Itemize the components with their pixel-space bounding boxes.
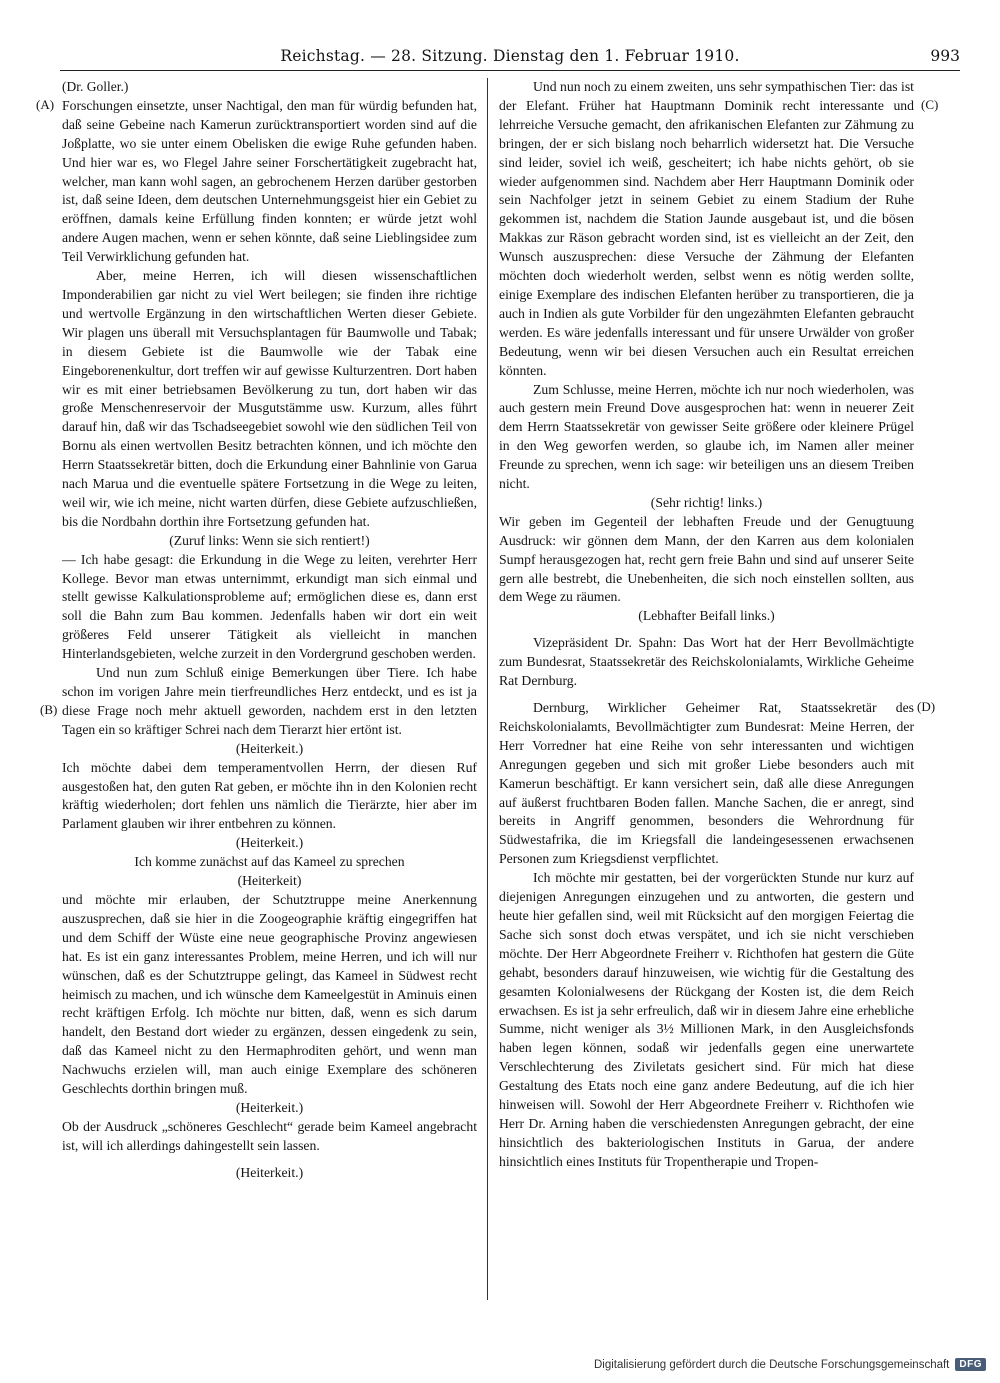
interjection: (Heiterkeit.) — [235, 1164, 304, 1180]
margin-letter-c: (C) — [921, 97, 939, 112]
right-column — [499, 78, 914, 1172]
margin-letter-a: (A) — [36, 97, 55, 112]
page-header — [60, 44, 960, 71]
paragraph: Dernburg, Wirklicher Geheimer Rat, Staatssekretär des Reichskolonialamts, Bevollmächtigter zum Bundesrat: Meine Herren, der Herr Vorredner hat eine Reihe von sehr interessanten und wichtigen Anregungen gegeben und sich mit großer Liebe besonders auch mit Kamerun beschäftigt. Er kann versichert sein, daß alle diese Anregungen auf äußerst fruchtbaren Boden fallen. Manche Sachen, die er anregt, sind bereits in Angriff genommen, besonders die Wehrordnung für Südwestafrika, die im Kriegsfall die landeingesessenen erwachsenen Personen zum Kriegsdienst verpflichtet. — [499, 700, 914, 867]
interjection: (Heiterkeit.) — [235, 835, 304, 851]
running-title: Reichstag. — 28. Sitzung. Dienstag den 1. Februar 1910. — [280, 47, 740, 65]
dfg-logo: DFG — [955, 1358, 986, 1371]
interjection: (Sehr richtig! links.) — [650, 494, 763, 510]
page-number: 993 — [930, 47, 960, 65]
paragraph: Aber, meine Herren, ich will diesen wissenschaftlichen Imponderabilien gar nicht zu viel Wert beilegen; sie finden ihre richtige und wertvolle Ergänzung in den wirtschaftlichen Werten dieser Gebiete. Wir plagen uns überall mit Versuchsplantagen für Baumwolle und Tabak; in diesem Gebiete ist die Baumwolle wie der Tabak eine Eingeborenenkultur, dort treffen wir auf gewisse Kulturzentren. Dort haben wir es mit einer betriebsamen Bevölkerung zu tun, dort haben wir das große Menschenreservoir der Musgutstämme usw. Kurzum, alles führt darauf hin, daß wir das Tschadseegebiet sowohl wie den südlichen Teil von Bornu als einen wertvollen Besitz betrachten können, und ich möchte den Herrn Staatssekretär bitten, doch die Erkundung einer Bahnlinie von Garua nach Marua und die eventuelle spätere Fortsetzung in die Wege zu leiten, weil wir, wie ich meine, nicht warten dürfen, diese Gebiete aufzuschließen, bis die Nordbahn dorthin ihre Fortsetzung gefunden hat. — [62, 268, 477, 529]
paragraph: Und nun zum Schluß einige Bemerkungen über Tiere. Ich habe schon im vorigen Jahre mein tierfreundliches Herz entdeckt, und es ist ja diese Frage noch mehr aktuell geworden, nachdem erst in den letzten Tagen ein so kräftiger Schrei nach dem Tierarzt hier ertönt ist. — [62, 665, 477, 737]
paragraph: Wir geben im Gegenteil der lebhaften Freude und der Genugtuung Ausdruck: wir gönnen dem Mann, der den Karren aus dem kolonialen Sumpf herausgezogen hat, recht gern freie Bahn und sind auf unserer Seite gern alle bestrebt, die Unebenheiten, die sich noch einstellen sollten, aus dem Wege zu räumen. — [499, 513, 914, 605]
paragraph: Zum Schlusse, meine Herren, möchte ich nur noch wiederholen, was auch gestern mein Freund Dove ausgesprochen hat: wenn in neuerer Zeit dem Herrn Staatssekretär von gewisser Seite größere oder kleinere Prügel in den Weg geworfen werden, so glaube ich, im Namen aller meiner Freunde zu sprechen, wenn ich sage: wir beteiligen uns an diesem Treiben nicht. — [499, 381, 914, 492]
page-footer — [594, 1358, 986, 1371]
paragraph: und möchte mir erlauben, der Schutztruppe meine Anerkennung auszusprechen, daß sie hier in die Zoogeographie kräftig eingegriffen hat und dem Schiff der Wüste eine neue geographische Provinz angewiesen hat. Es ist ein ganz interessantes Problem, meine Herren, und ich will nur wünschen, daß es der Schutztruppe gelingt, das Kameel in Südwest recht heimisch zu machen, und ich wünsche dem Kameelgestüt in Aminuis einen recht kräftigen Erfolg. Ich möchte nur bitten, daß, wenn es sich darum handelt, den Bestand dort wieder zu ergänzen, dessen eingedenk zu sein, daß das Kameel nicht zu den Hermaphroditen gehört, und wenn man Nachwuchs erzielen will, man auch einige Exemplare des schöneren Geschlechts dorthin bringen muß. — [62, 891, 477, 1097]
paragraph: Ich komme zunächst auf das Kameel zu sprechen — [134, 854, 405, 870]
paragraph: Ich möchte mir gestatten, bei der vorgerückten Stunde nur kurz auf diejenigen Anregungen einzugehen und zu antworten, die gestern und heute hier gefallen sind, weil mit Rücksicht auf den morgigen Feiertag die Sache sich sonst doch etwas verspätet, und ich sie nicht verschieben möchte. Der Herr Abgeordnete Freiherr v. Richthofen hat gestern die Güte gehabt, besonders darauf hinzuweisen, wie wichtig für die Gestaltung des gesamten Kolonialwesens der Rückgang der Kosten ist, die dem Reich erwachsen. Es ist ja sehr erfreulich, daß wir in diesem Jahre eine erhebliche Summe, nicht weniger als 3½ Millionen Mark, in den Ausgleichsfonds haben legen können, sodaß wir jedenfalls gegen eine unerwartete Verschlechterung des Ziviletats gesichert sind. Für mich hat diese Gestaltung des Etats noch eine ganz andere Bedeutung, auf die ich hier hinweisen will. Sowohl der Herr Abgeordnete Freiherr v. Richthofen wie Herr Dr. Arning haben die verschiedensten Anregungen gebracht, der eine hinsichtlich des bakteriologischen Instituts in Garua, der andere hinsichtlich eines Instituts für Tropentherapie und Tropen- — [499, 870, 914, 1169]
column-divider — [487, 78, 488, 1300]
interjection: (Zuruf links: Wenn sie sich rentiert!) — [169, 532, 370, 548]
paragraph: — Ich habe gesagt: die Erkundung in die Wege zu leiten, verehrter Herr Kollege. Bevor man etwas unternimmt, erkundigt man sich einmal und stellt gewisse Kalkulationsprobleme auf; ermöglichen diese es, dann erst soll die Bahn zum Bau kommen. Jedenfalls haben wir dort ein weit größeres Feld unserer Tätigkeit als vielleicht in manchen Hinterlandsgebieten, welche zurzeit in den Vordergrund geschoben werden. — [62, 551, 477, 662]
footer-credit: Digitalisierung gefördert durch die Deutsche Forschungsgemeinschaft — [593, 1358, 950, 1371]
interjection: (Heiterkeit) — [237, 873, 302, 889]
margin-letter-d: (D) — [917, 699, 936, 714]
interjection: (Heiterkeit.) — [235, 740, 304, 756]
paragraph: Ich möchte dabei dem temperamentvollen Herrn, der diesen Ruf ausgestoßen hat, den guten Rat geben, er möchte ihn in den Kolonien recht kräftig wiederholen; dort fehlen uns nämlich die Tierärzte, hier aber im Parlament glauben wir ihrer entbehren zu können. — [62, 759, 477, 832]
paragraph: Ob der Ausdruck „schöneres Geschlecht“ gerade beim Kameel angebracht ist, will ich allerdings dahingestellt sein lassen. — [62, 1118, 477, 1153]
margin-letter-b: (B) — [40, 702, 58, 717]
paragraph: Forschungen einsetzte, unser Nachtigal, den man für würdig befunden hat, daß seine Gebeine nach Kamerun zurücktransportiert worden sind auf die Joßplatte, wo sie unter einem Obelisken die ewige Ruhe gefunden haben. Und hier war es, wo Flegel Jahre seiner Forschertätigkeit zugebracht hat, welcher, man kann wohl sagen, an gebrochenem Herzen darüber gestorben ist, daß seine Ideen, dem deutschen Unternehmungsgeist hier ein Gebiet zu eröffnen, damals keine Erfüllung finden konnten; er würde jetzt wohl andere Augen machen, wenn er sehen könnte, daß seine Lieblingsidee zum Teil Verwirklichung gefunden hat. — [62, 97, 477, 265]
left-column — [62, 78, 477, 1183]
interjection: (Heiterkeit.) — [235, 1099, 304, 1115]
paragraph: Und nun noch zu einem zweiten, uns sehr sympathischen Tier: das ist der Elefant. Früher hat Hauptmann Dominik recht interessante und lehrreiche Versuche gemacht, den afrikanischen Elefanten zur Zähmung zu bringen, der er sich bislang noch beharrlich widersetzt hat. Die Versuche sind leider, soviel ich weiß, gescheitert; ich habe nichts gehört, ob sie wieder aufgenommen sind. Nachdem aber Herr Hauptmann Dominik oder sein Nachfolger jetzt in seinem Gebiet zu einem Stadium der Ruhe gekommen ist, nachdem die Station Jaunde ausgebaut ist, und die bösen Makkas zur Räson gebracht worden sind, ist es vielleicht an der Zeit, den Wunsch auszusprechen: diese Versuche der Zähmung der Elefanten möchten doch wiederholt werden, selbst wenn es nötig werden sollte, einige Exemplare des indischen Elefanten herüber zu transportieren, die ja auch in Indien als gute Vorbilder für den ungezähmten Elefanten gebraucht werden. Es wäre jedenfalls interessant und für unsere Urwälder von großer Bedeutung, wenn wir bei diesen Versuchen auch ein Resultat erreichen könnten. — [499, 79, 914, 378]
speaker-reference: (Dr. Goller.) — [62, 79, 129, 94]
paragraph: Vizepräsident Dr. Spahn: Das Wort hat der Herr Bevollmächtigte zum Bundesrat, Staatssekretär des Reichskolonialamts, Wirkliche Geheime Rat Dernburg. — [499, 635, 914, 689]
interjection: (Lebhafter Beifall links.) — [638, 608, 775, 624]
